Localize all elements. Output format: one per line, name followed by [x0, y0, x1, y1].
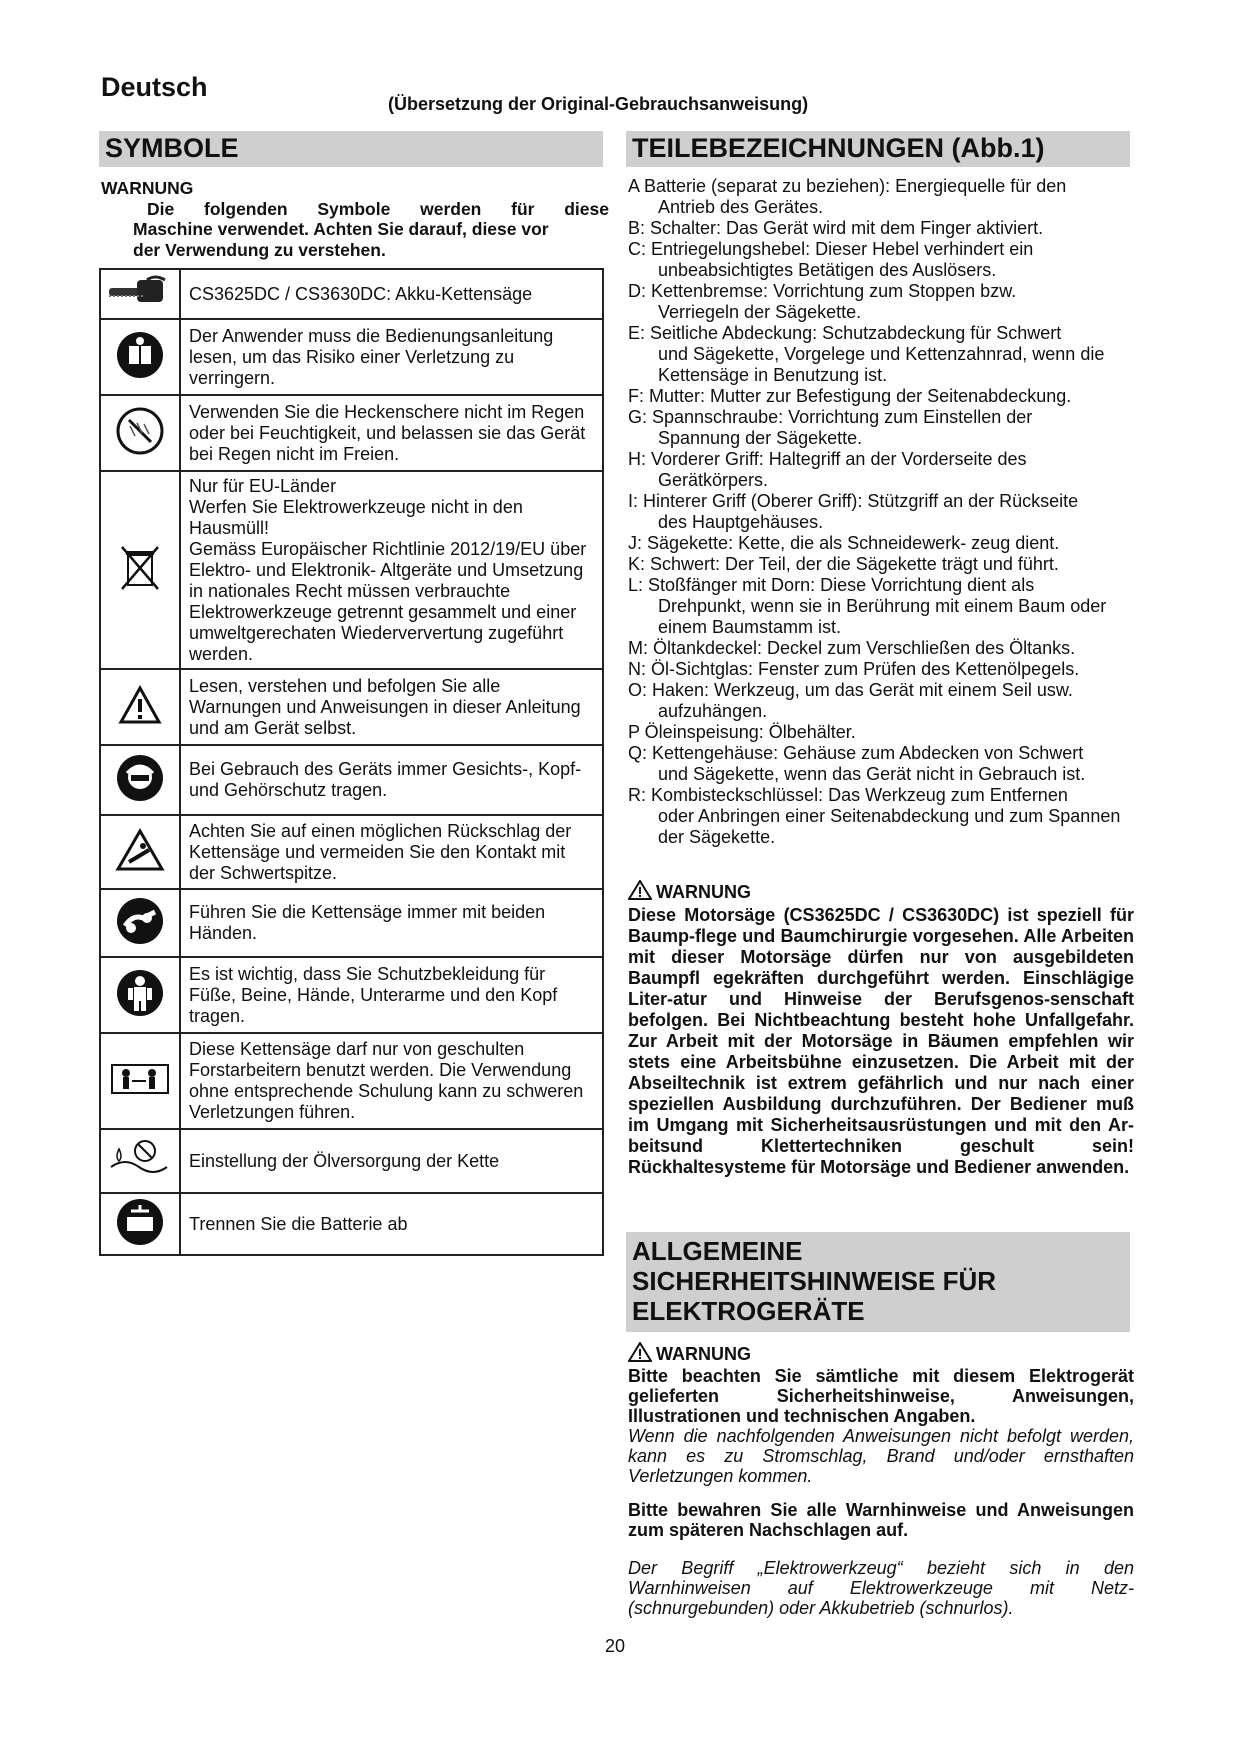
trained-operator-icon: [100, 1033, 180, 1129]
list-item: I: Hinterer Griff (Oberer Griff): Stützgriff an der Rückseite des Hauptgehäuses.: [628, 491, 1079, 532]
warning-label: WARNUNG: [656, 882, 751, 902]
warning-line: Maschine verwendet. Achten Sie darauf, diese vor: [133, 219, 549, 239]
list-item: F: Mutter: Mutter zur Befestigung der Seitenabdeckung.: [628, 386, 1072, 406]
read-manual-icon: [100, 319, 180, 395]
symbol-text: Führen Sie die Kettensäge immer mit beiden Händen.: [180, 889, 603, 957]
symbole-warning: [101, 178, 609, 260]
list-item: L: Stoßfänger mit Dorn: Diese Vorrichtung dient als Drehpunkt, wenn sie in Berührung mit einem Baum oder einem Baumstamm ist.: [628, 575, 1107, 637]
warning-text: Diese Motorsäge (CS3625DC / CS3630DC) ist speziell für Baump-flege und Baumchirurgie vorgesehen. Alle Arbeiten mit dieser Motorsäge dürfen nur von ausgebildeten Baumpfl egekräften durchgeführt werden. Einschlägige Liter-atur und Hinweise der Berufsgenos-senschaft befolgen. Bei Nichtbeachtung besteht hohe Unfallgefahr. Zur Arbeit mit der Motorsäge in Bäumen empfehlen wir stets eine Arbeitsbühne einzusetzen. Die Arbeit mit der Abseiltechnik ist extrem gefährlich und nur nach einer speziellen Ausbildung durchzuführen. Der Bediener muß im Umgang mit Sicherheitsausrüstungen und mit den Ar-beitsund Klettertechniken geschult sein! Rückhaltesysteme für Motorsäge und Bediener anwenden.: [628, 905, 1134, 1177]
section-heading-teile: TEILEBEZEICHNUNGEN (Abb.1): [626, 131, 1130, 167]
two-hands-icon: [100, 889, 180, 957]
list-item: C: Entriegelungshebel: Dieser Hebel verhindert ein unbeabsichtigtes Betätigen des Auslösers.: [628, 239, 1034, 280]
list-item: O: Haken: Werkzeug, um das Gerät mit einem Seil usw. aufzuhängen.: [628, 680, 1073, 721]
list-item: Q: Kettengehäuse: Gehäuse zum Abdecken von Schwert und Sägekette, wenn das Gerät nicht in Gebrauch ist.: [628, 743, 1086, 784]
section-heading-symbole: SYMBOLE: [99, 131, 603, 167]
language-label: Deutsch: [101, 72, 208, 102]
list-item: A Batterie (separat zu beziehen): Energiequelle für den Antrieb des Gerätes.: [628, 176, 1067, 217]
warning-label: WARNUNG: [101, 178, 194, 198]
document-subtitle: (Übersetzung der Original-Gebrauchsanweisung): [388, 94, 809, 114]
symbol-text: Der Anwender muss die Bedienungsanleitung lesen, um das Risiko einer Verletzung zu verringern.: [180, 319, 603, 395]
page-number: 20: [605, 1636, 626, 1656]
general-safety-body: [628, 1342, 1134, 1618]
symbol-text: Trennen Sie die Batterie ab: [180, 1193, 603, 1255]
protective-clothing-icon: [100, 957, 180, 1033]
symbol-text: Es ist wichtig, dass Sie Schutzbekleidung für Füße, Beine, Hände, Unterarme und den Kopf tragen.: [180, 957, 603, 1033]
paragraph-italic: Wenn die nachfolgenden Anweisungen nicht befolgt werden, kann es zu Stromschlag, Brand und/oder ernsthaften Verletzungen kommen.: [628, 1426, 1134, 1486]
symbol-text: Achten Sie auf einen möglichen Rückschlag der Kettensäge und vermeiden Sie den Kontakt mit der Schwertspitze.: [180, 815, 603, 889]
no-rain-icon: [100, 395, 180, 471]
list-item: K: Schwert: Der Teil, der die Sägekette trägt und führt.: [628, 554, 1059, 574]
warning-line: Die folgenden Symbole werden für diese: [147, 198, 609, 219]
list-item: B: Schalter: Das Gerät wird mit dem Finger aktiviert.: [628, 218, 1044, 238]
list-item: G: Spannschraube: Vorrichtung zum Einstellen der Spannung der Sägekette.: [628, 407, 1033, 448]
warning-triangle-icon: [628, 880, 652, 905]
list-item: E: Seitliche Abdeckung: Schutzabdeckung für Schwert und Sägekette, Vorgelege und Kettenzahnrad, wenn die Kettensäge in Benutzung ist.: [628, 323, 1105, 385]
remove-battery-icon: [100, 1193, 180, 1255]
oil-supply-icon: [100, 1129, 180, 1193]
chainsaw-icon: [100, 269, 180, 319]
head-protection-icon: [100, 745, 180, 815]
symbol-text: Diese Kettensäge darf nur von geschulten Forstarbeitern benutzt werden. Die Verwendung ohne entsprechende Schulung kann zu schweren Verletzungen führen.: [180, 1033, 603, 1129]
list-item: P Öleinspeisung: Ölbehälter.: [628, 722, 856, 742]
chainsaw-warning: [628, 880, 1134, 1178]
list-item: D: Kettenbremse: Vorrichtung zum Stoppen bzw. Verriegeln der Sägekette.: [628, 281, 1017, 322]
parts-list: [628, 176, 1168, 848]
list-item: N: Öl-Sichtglas: Fenster zum Prüfen des Kettenölpegels.: [628, 659, 1080, 679]
warning-triangle-icon: [628, 1342, 652, 1366]
symbol-text: CS3625DC / CS3630DC: Akku-Kettensäge: [180, 269, 603, 319]
paragraph-bold: Bitte beachten Sie sämtliche mit diesem Elektrogerät gelieferten Sicherheitshinweise, Anweisungen, Illustrationen und technischen Angaben.: [628, 1366, 1134, 1426]
list-item: M: Öltankdeckel: Deckel zum Verschließen des Öltanks.: [628, 638, 1076, 658]
symbol-table: [99, 268, 604, 1256]
symbol-text: Nur für EU-Länder Werfen Sie Elektrowerkzeuge nicht in den Hausmüll! Gemäss Europäischer Richtlinie 2012/19/EU über Elektro- und Elektronik- Altgeräte und Umsetzung in nationales Recht müssen verbrauchte Elektrowerkzeuge getrennt gesammelt und einer umweltgerechaten Wiederververtung zugeführt werden.: [180, 471, 603, 669]
section-heading-allgemeine: ALLGEMEINE SICHERHEITSHINWEISE FÜR ELEKTROGERÄTE: [626, 1232, 1130, 1332]
list-item: J: Sägekette: Kette, die als Schneidewerk- zeug dient.: [628, 533, 1060, 553]
list-item: H: Vorderer Griff: Haltegriff an der Vorderseite des Gerätkörpers.: [628, 449, 1027, 490]
symbol-text: Einstellung der Ölversorgung der Kette: [180, 1129, 603, 1193]
paragraph-bold: Bitte bewahren Sie alle Warnhinweise und Anweisungen zum späteren Nachschlagen auf.: [628, 1500, 1134, 1540]
warning-label: WARNUNG: [656, 1344, 751, 1364]
list-item: R: Kombisteckschlüssel: Das Werkzeug zum Entfernen oder Anbringen einer Seitenabdeckung und zum Spannen der Sägekette.: [628, 785, 1121, 847]
crossed-bin-icon: [100, 471, 180, 669]
symbol-text: Bei Gebrauch des Geräts immer Gesichts-, Kopf- und Gehörschutz tragen.: [180, 745, 603, 815]
paragraph-italic: Der Begriff „Elektrowerkzeug“ bezieht sich in den Warnhinweisen auf Elektrowerkzeuge mit Netz-(schnurgebunden) oder Akkubetrieb (schnurlos).: [628, 1558, 1134, 1618]
symbol-text: Verwenden Sie die Heckenschere nicht im Regen oder bei Feuchtigkeit, und belassen sie das Gerät bei Regen nicht im Freien.: [180, 395, 603, 471]
symbol-text: Lesen, verstehen und befolgen Sie alle Warnungen und Anweisungen in dieser Anleitung und am Gerät selbst.: [180, 669, 603, 745]
kickback-icon: [100, 815, 180, 889]
warning-line: der Verwendung zu verstehen.: [133, 239, 386, 260]
warning-triangle-icon: [100, 669, 180, 745]
